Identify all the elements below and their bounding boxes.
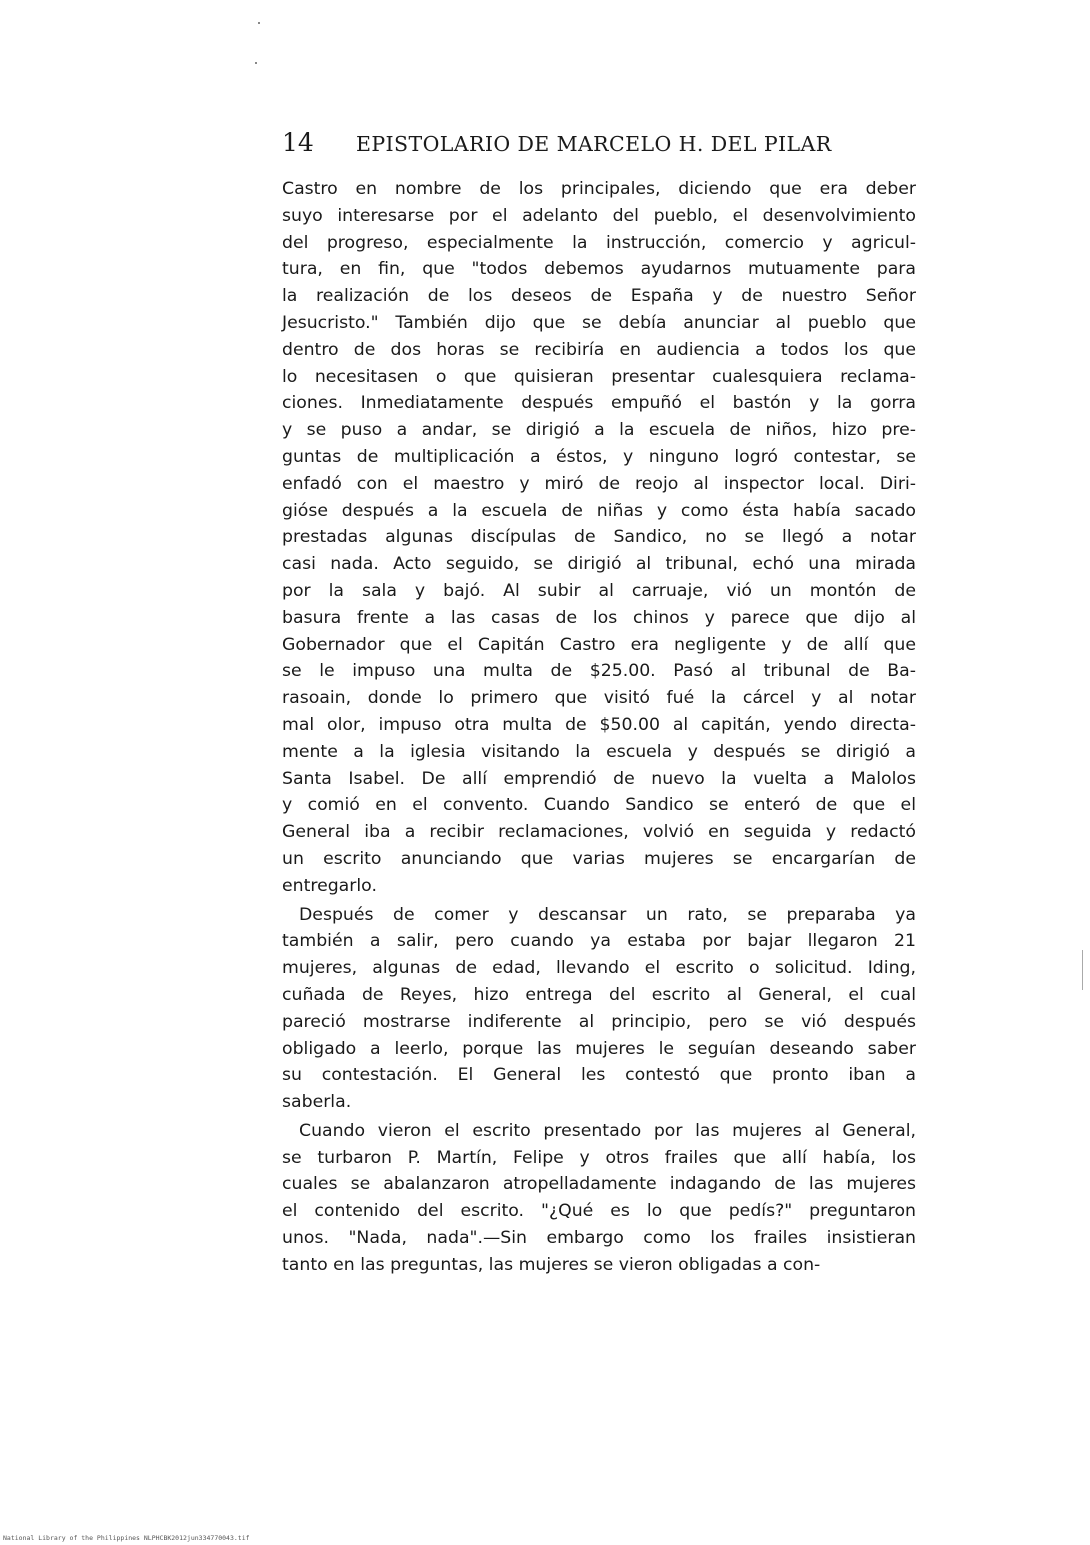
scan-speck (258, 22, 260, 24)
text-line: gióse después a la escuela de niñas y como ésta había sacado (282, 500, 916, 521)
paragraph (282, 902, 916, 1116)
page-header (282, 128, 922, 162)
text-line: unos. "Nada, nada".—Sin embargo como los frailes insistieran (282, 1228, 916, 1249)
text-line: la realización de los deseos de España y de nuestro Señor (282, 286, 916, 307)
text-line: entregarlo. (282, 875, 377, 896)
text-line: Castro en nombre de los principales, diciendo que era deber (282, 179, 916, 199)
text-line: un escrito anunciando que varias mujeres se encargarían de (282, 848, 916, 869)
text-line: tura, en fin, que "todos debemos ayudarnos mutuamente para (282, 259, 916, 280)
text-line: y se puso a andar, se dirigió a la escuela de niños, hizo pre- (282, 420, 916, 441)
text-line: tanto en las preguntas, las mujeres se vieron obligadas a con- (282, 1254, 821, 1275)
text-line: casi nada. Acto seguido, se dirigió al tribunal, echó una mirada (282, 554, 916, 575)
page-number: 14 (282, 128, 314, 157)
text-line: enfadó con el maestro y miró de reojo al inspector local. Diri- (282, 473, 916, 494)
text-line: General iba a recibir reclamaciones, volvió en seguida y redactó (282, 822, 916, 843)
scan-stamp: National Library of the Philippines NLPHCBK2012jun334770043.tif (3, 1534, 250, 1542)
text-line: el contenido del escrito. "¿Qué es lo que pedís?" preguntaron (282, 1201, 916, 1222)
text-line: lo necesitasen o que quisieran presentar cualesquiera reclama- (282, 366, 916, 387)
text-line: ciones. Inmediatamente después empuñó el bastón y la gorra (282, 393, 916, 414)
text-line: del progreso, especialmente la instrucción, comercio y agricul- (282, 232, 916, 253)
text-line: mujeres, algunas de edad, llevando el escrito o solicitud. Iding, (282, 958, 916, 979)
text-line: por la sala y bajó. Al subir al carruaje, vió un montón de (282, 580, 916, 601)
paragraph (282, 176, 916, 900)
text-line: basura frente a las casas de los chinos y parece que dijo al (282, 607, 916, 628)
paragraph (282, 1118, 916, 1279)
text-line: mente a la iglesia visitando la escuela y después se dirigió a (282, 741, 916, 762)
text-line: Santa Isabel. De allí emprendió de nuevo la vuelta a Malolos (282, 768, 916, 789)
text-line: cuales se abalanzaron atropelladamente indagando de las mujeres (282, 1174, 916, 1195)
text-line: suyo interesarse por el adelanto del pueblo, el desenvolvimiento (282, 205, 916, 226)
text-line: Después de comer y descansar un rato, se preparaba ya (299, 904, 916, 925)
text-line: se le impuso una multa de $25.00. Pasó al tribunal de Ba- (282, 661, 916, 682)
text-line: y comió en el convento. Cuando Sandico se enteró de que el (282, 795, 916, 816)
text-line: pareció mostrarse indiferente al principio, pero se vió después (282, 1011, 916, 1032)
text-line: su contestación. El General les contestó que pronto iban a (282, 1065, 916, 1086)
text-line: guntas de multiplicación a éstos, y ninguno logró contestar, se (282, 446, 916, 467)
running-title: EPISTOLARIO DE MARCELO H. DEL PILAR (356, 132, 832, 156)
text-line: Gobernador que el Capitán Castro era negligente y de allí que (282, 634, 916, 655)
text-line: Jesucristo." También dijo que se debía anunciar al pueblo que (282, 312, 916, 333)
text-line: se turbaron P. Martín, Felipe y otros frailes que allí había, los (282, 1147, 916, 1168)
text-line: también a salir, pero cuando ya estaba por bajar llegaron 21 (282, 931, 916, 952)
scan-speck (1082, 950, 1083, 990)
text-line: cuñada de Reyes, hizo entrega del escrito al General, el cual (282, 984, 916, 1005)
text-line: prestadas algunas discípulas de Sandico, no se llegó a notar (282, 527, 916, 548)
text-line: rasoain, donde lo primero que visitó fué la cárcel y al notar (282, 688, 916, 709)
text-line: mal olor, impuso otra multa de $50.00 al capitán, yendo directa- (282, 714, 916, 735)
scan-speck (255, 62, 257, 64)
text-line: obligado a leerlo, porque las mujeres le seguían deseando saber (282, 1038, 916, 1059)
body-text (282, 176, 916, 1279)
text-line: dentro de dos horas se recibiría en audiencia a todos los que (282, 339, 916, 360)
text-line: Cuando vieron el escrito presentado por las mujeres al General, (299, 1120, 916, 1141)
text-line: saberla. (282, 1092, 352, 1113)
